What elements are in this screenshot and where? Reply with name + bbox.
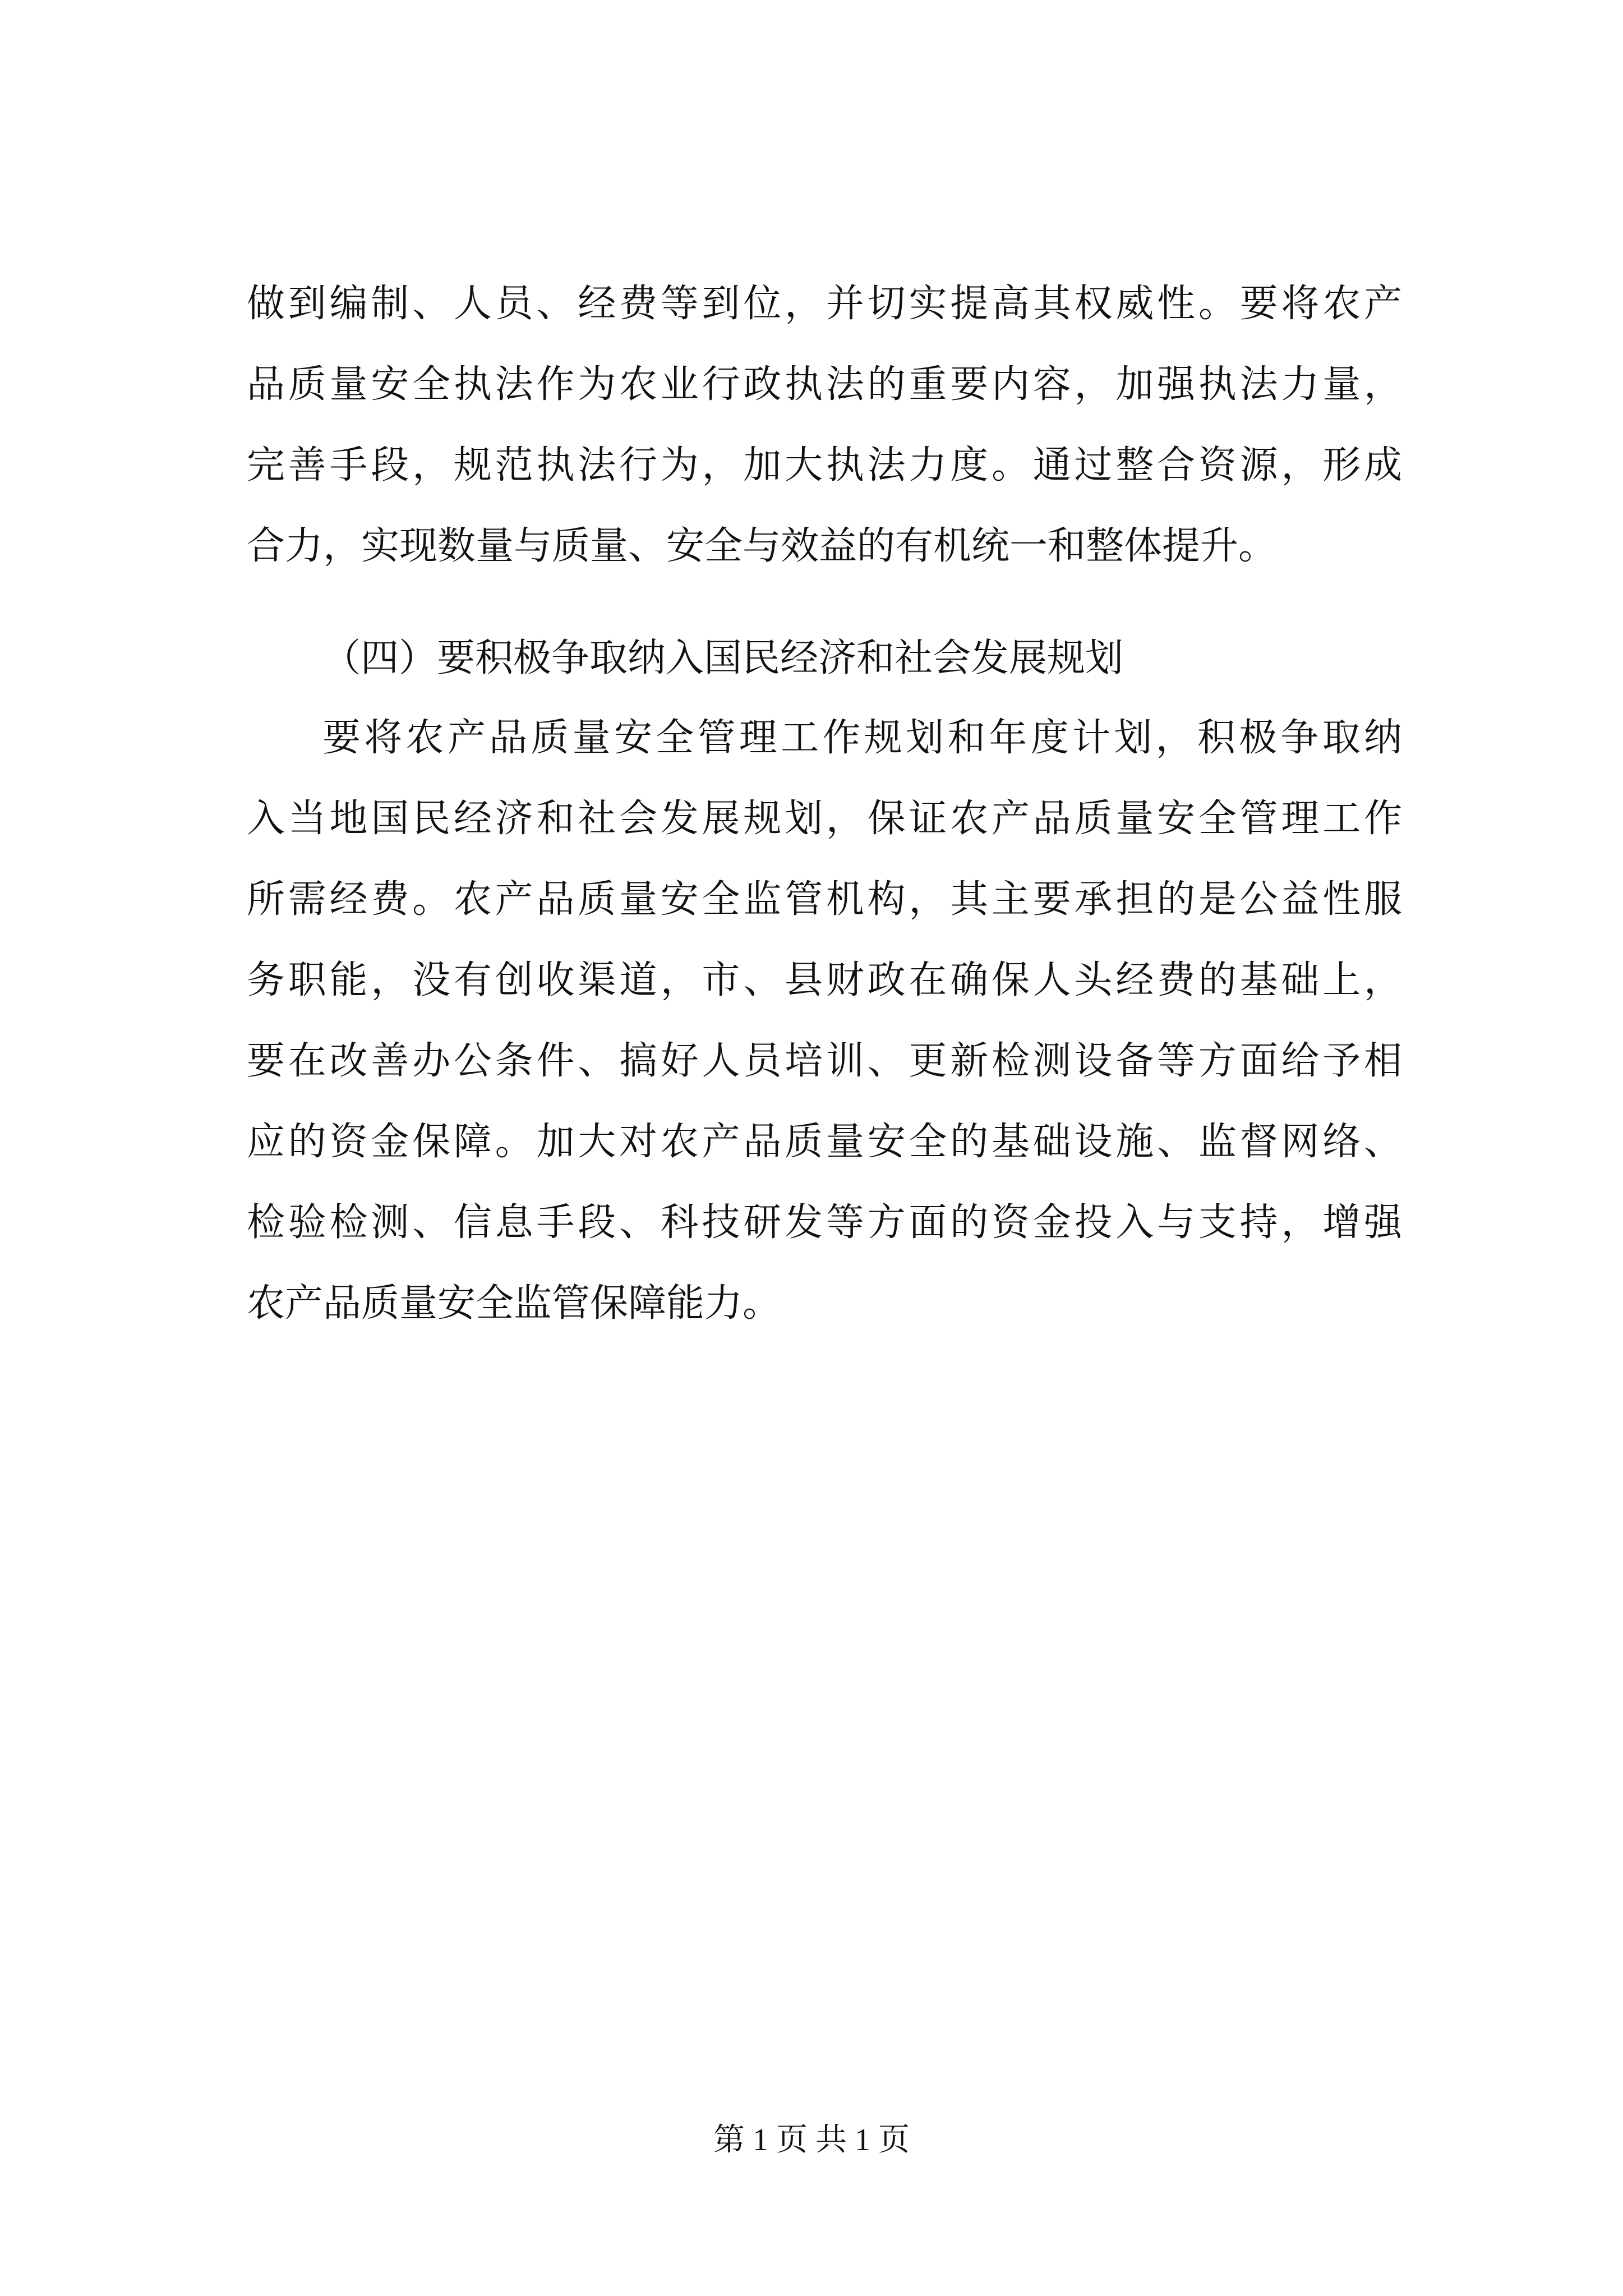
paragraph-2-line-3: 所需经费。农产品质量安全监管机构，其主要承担的是公益性服 xyxy=(247,877,1402,922)
paragraph-2-line-4: 务职能，没有创收渠道，市、县财政在确保人头经费的基础上， xyxy=(247,958,1402,1002)
paragraph-1-line-4: 合力，实现数量与质量、安全与效益的有机统一和整体提升。 xyxy=(247,524,1277,568)
paragraph-2-line-5: 要在改善办公条件、搞好人员培训、更新检测设备等方面给予相 xyxy=(247,1039,1402,1083)
page-number-label: 第 1 页 共 1 页 xyxy=(713,2123,910,2157)
paragraph-1-line-3: 完善手段，规范执法行为，加大执法力度。通过整合资源，形成 xyxy=(247,443,1402,487)
paragraph-1-line-1: 做到编制、人员、经费等到位，并切实提高其权威性。要将农产 xyxy=(247,282,1402,326)
paragraph-1-line-2: 品质量安全执法作为农业行政执法的重要内容，加强执法力量， xyxy=(247,362,1402,407)
paragraph-2-line-6: 应的资金保障。加大对农产品质量安全的基础设施、监督网络、 xyxy=(247,1120,1402,1164)
paragraph-2-line-7: 检验检测、信息手段、科技研发等方面的资金投入与支持，增强 xyxy=(247,1200,1402,1245)
paragraph-2-line-8: 农产品质量安全监管保障能力。 xyxy=(247,1281,781,1326)
paragraph-2-line-2: 入当地国民经济和社会发展规划，保证农产品质量安全管理工作 xyxy=(247,797,1402,841)
paragraph-2-line-1: 要将农产品质量安全管理工作规划和年度计划，积极争取纳 xyxy=(322,716,1402,760)
page-footer xyxy=(0,2115,1623,2160)
section-heading: （四）要积极争取纳入国民经济和社会发展规划 xyxy=(322,636,1124,680)
